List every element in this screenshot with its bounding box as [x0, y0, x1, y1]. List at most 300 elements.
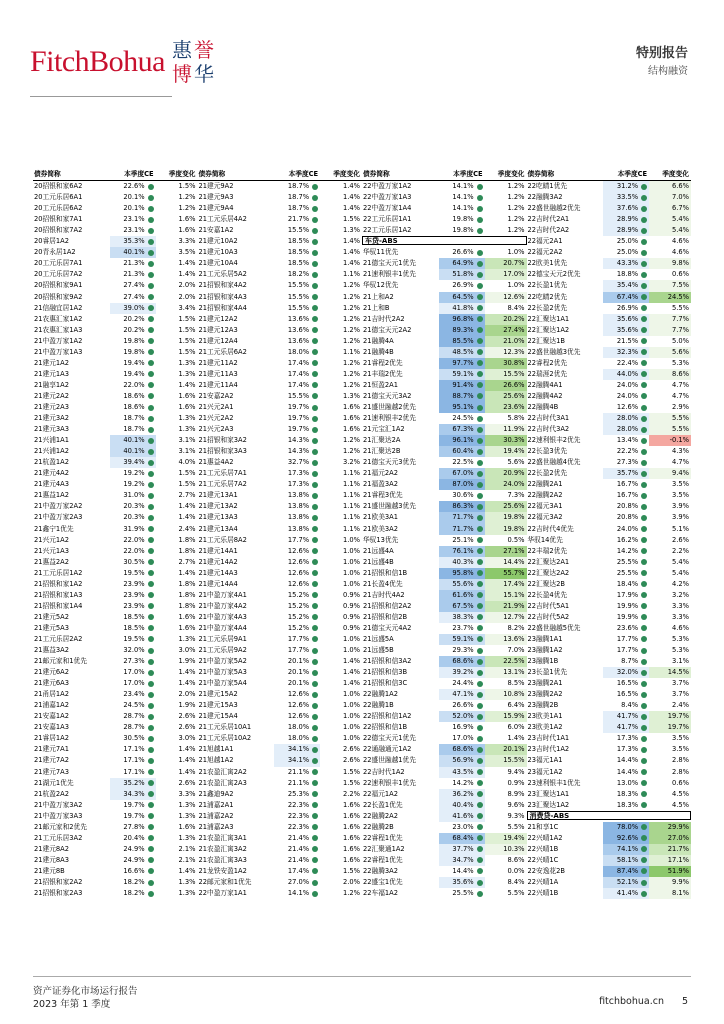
ce-value: 13.0%: [616, 778, 639, 787]
tree-icon: [148, 504, 154, 510]
change-value: 1.1%: [343, 270, 360, 279]
change-cell: [320, 424, 362, 435]
tree-icon: [148, 316, 154, 322]
table-row: [527, 524, 692, 535]
change-cell: [649, 358, 691, 369]
ce-cell: [439, 457, 485, 468]
ce-cell: [603, 457, 649, 468]
header-current-ce: 本季度CE: [453, 170, 483, 178]
change-cell: [156, 236, 198, 247]
ce-cell: [439, 844, 485, 855]
ce-cell: [439, 358, 485, 369]
change-value: 1.5%: [343, 215, 360, 224]
ce-value: 18.7%: [123, 414, 145, 423]
ce-cell: [110, 524, 156, 535]
table-row: [33, 557, 198, 568]
table-row: [527, 325, 692, 336]
change-cell: [485, 579, 527, 590]
ce-value: 19.4%: [123, 369, 145, 378]
table-row: [33, 457, 198, 468]
change-value: 2.8%: [672, 767, 689, 776]
ce-value: 32.7%: [287, 458, 310, 467]
change-value: 20.7%: [503, 259, 525, 268]
ce-cell: [603, 546, 649, 557]
ce-value: 14.1%: [452, 204, 474, 213]
table-row: [527, 744, 692, 755]
tree-icon: [312, 504, 318, 510]
ce-value: 19.5%: [123, 634, 145, 643]
ce-value: 20.3%: [123, 513, 145, 522]
ce-value: 15.5%: [287, 281, 310, 290]
change-value: 20.2%: [503, 314, 525, 323]
tree-icon: [312, 482, 318, 488]
change-cell: [320, 314, 362, 325]
change-value: 5.3%: [672, 358, 689, 367]
change-value: 22.5%: [503, 657, 525, 666]
table-row: [198, 579, 363, 590]
tree-icon: [312, 780, 318, 786]
ce-value: 59.1%: [452, 369, 474, 378]
table-row: [33, 490, 198, 501]
bond-name: 22吉时代5A1: [527, 601, 570, 610]
section-header: [362, 236, 527, 247]
tree-icon: [477, 427, 483, 433]
tree-icon: [312, 581, 318, 587]
bond-name: 21中盈万家5A4: [198, 679, 247, 688]
ce-value: 20.2%: [123, 325, 145, 334]
ce-value: 13.6%: [287, 325, 310, 334]
ce-value: 19.9%: [616, 612, 639, 621]
ce-value: 19.2%: [123, 469, 145, 478]
bond-name: 21建元10A3: [198, 248, 238, 257]
change-value: 2.1%: [178, 855, 196, 864]
ce-cell: [439, 203, 485, 214]
tree-icon: [312, 559, 318, 565]
change-cell: [649, 711, 691, 722]
bond-name: 21龙铁安盈1A2: [198, 866, 247, 875]
bond-name: 21建元1A3: [34, 369, 69, 378]
table-row: [198, 391, 363, 402]
change-cell: [649, 733, 691, 744]
table-row: [33, 590, 198, 601]
table-row: [362, 468, 527, 479]
ce-value: 67.3%: [452, 425, 474, 434]
change-value: 2.7%: [178, 491, 196, 500]
change-cell: [485, 490, 527, 501]
bond-name: 22长盈3优先: [527, 447, 568, 456]
ce-cell: [274, 192, 320, 203]
ce-cell: [274, 203, 320, 214]
change-cell: [156, 800, 198, 811]
table-row: [527, 402, 692, 413]
table-row: [362, 778, 527, 789]
ce-value: 22.0%: [123, 535, 145, 544]
ce-cell: [110, 557, 156, 568]
change-value: 9.6%: [507, 800, 525, 809]
change-cell: [485, 888, 527, 899]
bond-name: 21建元8A3: [34, 855, 69, 864]
header-bond-name: 债券简称: [198, 170, 226, 178]
ce-value: 24.9%: [123, 844, 145, 853]
table-row: [198, 457, 363, 468]
change-cell: [320, 247, 362, 258]
ce-value: 28.0%: [616, 414, 639, 423]
ce-value: 60.4%: [452, 447, 474, 456]
change-value: 1.4%: [178, 745, 196, 754]
ce-value: 20.1%: [287, 668, 310, 677]
tree-icon: [477, 537, 483, 543]
change-value: 2.4%: [672, 701, 689, 710]
table-row: [33, 479, 198, 490]
bond-name: 21中盈万家1A3: [34, 347, 83, 356]
tree-icon: [477, 338, 483, 344]
ce-value: 68.4%: [452, 833, 474, 842]
tree-icon: [312, 802, 318, 808]
change-value: 1.5%: [343, 866, 360, 875]
ce-cell: [110, 744, 156, 755]
ce-cell: [439, 800, 485, 811]
bond-name: 21上和B: [363, 303, 390, 312]
ce-value: 19.8%: [123, 347, 145, 356]
table-row: [198, 435, 363, 446]
bond-name: 23融腾1A2: [527, 646, 563, 655]
bond-name: 21建元2A2: [34, 391, 69, 400]
table-row: [527, 877, 692, 888]
change-value: 0.9%: [343, 623, 360, 632]
change-value: 8.4%: [507, 878, 525, 886]
ce-value: 87.0%: [452, 480, 474, 489]
ce-cell: [439, 280, 485, 291]
change-cell: [649, 634, 691, 645]
table-row: [198, 380, 363, 391]
change-value: 1.0%: [343, 557, 360, 566]
tree-icon: [641, 482, 647, 488]
table-row: [527, 546, 692, 557]
ce-value: 23.9%: [123, 601, 145, 610]
tree-icon: [641, 846, 647, 852]
ce-cell: [274, 689, 320, 700]
ce-value: 40.4%: [452, 800, 474, 809]
bond-name: 21招银和信2B: [363, 612, 408, 621]
table-row: [527, 778, 692, 789]
change-value: 0.9%: [507, 778, 525, 787]
change-value: 1.5%: [178, 347, 196, 356]
ce-value: 28.9%: [616, 226, 639, 235]
ce-cell: [603, 314, 649, 325]
change-cell: [320, 822, 362, 833]
table-row: [527, 822, 692, 833]
bond-name: 21兴元1A3: [34, 546, 69, 555]
table-row: [33, 700, 198, 711]
table-row: [527, 866, 692, 877]
change-value: 1.1%: [343, 491, 360, 500]
ce-value: 23.6%: [616, 623, 639, 632]
change-value: 1.3%: [178, 414, 196, 423]
tree-icon: [477, 769, 483, 775]
bond-name: 21建元15A4: [198, 712, 238, 721]
tree-icon: [477, 835, 483, 841]
ce-cell: [439, 855, 485, 866]
change-cell: [320, 711, 362, 722]
ce-value: 17.7%: [616, 634, 639, 643]
tree-icon: [477, 305, 483, 311]
tree-icon: [477, 438, 483, 444]
bond-name: 21德宝天元3优先: [363, 458, 416, 467]
table-row: [527, 568, 692, 579]
bond-name: 21建元6A2: [34, 668, 69, 677]
change-cell: [156, 435, 198, 446]
ce-value: 19.8%: [452, 215, 474, 224]
change-cell: [156, 601, 198, 612]
table-row: [527, 667, 692, 678]
change-value: 1.6%: [178, 402, 196, 411]
ce-value: 38.3%: [452, 612, 474, 621]
change-cell: [156, 557, 198, 568]
ce-cell: [439, 656, 485, 667]
ce-value: 18.6%: [123, 391, 145, 400]
bond-name: 22兴晴1B: [527, 889, 559, 898]
change-value: 17.4%: [503, 579, 525, 588]
table-row: [33, 568, 198, 579]
change-cell: [649, 689, 691, 700]
change-value: 8.9%: [507, 789, 525, 798]
table-row: [362, 811, 527, 822]
change-value: 1.2%: [343, 447, 360, 456]
tree-icon: [641, 802, 647, 808]
change-cell: [156, 181, 198, 192]
table-row: [198, 358, 363, 369]
ce-cell: [274, 811, 320, 822]
bond-name: 21旭越1A1: [198, 745, 234, 754]
ce-cell: [439, 391, 485, 402]
change-cell: [649, 479, 691, 490]
ce-value: 13.6%: [287, 314, 310, 323]
ce-cell: [603, 214, 649, 225]
change-cell: [649, 369, 691, 380]
change-cell: [485, 678, 527, 689]
bond-name: 22融腾3A2: [363, 866, 398, 875]
tree-icon: [477, 813, 483, 819]
change-value: 1.2%: [343, 281, 360, 290]
change-value: 9.4%: [507, 767, 525, 776]
change-cell: [320, 656, 362, 667]
ce-cell: [439, 225, 485, 236]
ce-cell: [274, 612, 320, 623]
bond-name: 21安嘉1A2: [198, 226, 234, 235]
table-row: [198, 501, 363, 512]
table-row: [362, 457, 527, 468]
change-cell: [320, 722, 362, 733]
change-value: 1.0%: [507, 248, 525, 257]
change-value: 1.2%: [343, 292, 360, 301]
ce-value: 22.3%: [287, 811, 310, 820]
tree-icon: [312, 493, 318, 499]
change-cell: [485, 634, 527, 645]
table-row: [362, 479, 527, 490]
change-cell: [320, 579, 362, 590]
change-cell: [649, 225, 691, 236]
tree-icon: [148, 769, 154, 775]
ce-value: 30.6%: [452, 491, 474, 500]
change-value: 1.6%: [343, 844, 360, 853]
ce-cell: [110, 888, 156, 899]
ce-value: 24.5%: [123, 701, 145, 710]
change-value: 1.6%: [178, 623, 196, 632]
ce-cell: [439, 689, 485, 700]
tree-icon: [312, 791, 318, 797]
change-value: 1.4%: [178, 767, 196, 776]
table-row: [362, 446, 527, 457]
ce-value: 34.1%: [287, 756, 310, 765]
change-value: 0.5%: [507, 535, 525, 544]
tree-icon: [312, 416, 318, 422]
ce-value: 17.3%: [616, 734, 639, 743]
tree-icon: [312, 857, 318, 863]
bond-name: 21招银和信2A2: [363, 601, 412, 610]
ce-cell: [439, 700, 485, 711]
tree-icon: [148, 349, 154, 355]
bond-name: 22睿程1优先: [363, 855, 403, 864]
change-value: 1.2%: [343, 325, 360, 334]
change-value: 1.0%: [343, 546, 360, 555]
tree-icon: [148, 228, 154, 234]
tree-icon: [148, 250, 154, 256]
bond-name: 22盛世融越4优先: [527, 458, 581, 467]
table-row: [33, 535, 198, 546]
change-value: 26.6%: [503, 380, 525, 389]
table-row: [198, 369, 363, 380]
bond-name: 21速利银丰1优先: [363, 270, 416, 279]
tree-icon: [477, 614, 483, 620]
change-value: 1.4%: [178, 259, 196, 268]
ce-cell: [603, 778, 649, 789]
change-value: 7.7%: [672, 314, 689, 323]
tree-icon: [148, 636, 154, 642]
bond-name: 21德宝天元4A2: [363, 623, 412, 632]
table-row: [527, 579, 692, 590]
tree-icon: [477, 592, 483, 598]
bond-name: 21兴元1A2: [34, 535, 69, 544]
change-cell: [320, 667, 362, 678]
tree-icon: [641, 327, 647, 333]
ce-cell: [274, 292, 320, 303]
change-cell: [485, 446, 527, 457]
tree-icon: [148, 824, 154, 830]
change-cell: [485, 225, 527, 236]
ce-value: 18.4%: [616, 579, 639, 588]
footer-website[interactable]: fitchbohua.cn: [599, 996, 664, 1007]
ce-value: 91.4%: [452, 380, 474, 389]
tree-icon: [148, 449, 154, 455]
bond-name: 22中盈万家1A4: [363, 204, 412, 213]
ce-cell: [274, 700, 320, 711]
change-cell: [485, 601, 527, 612]
tree-icon: [312, 703, 318, 709]
change-cell: [156, 711, 198, 722]
ce-cell: [603, 225, 649, 236]
bond-name: 20招银和家9A2: [34, 292, 83, 301]
table-row: [198, 468, 363, 479]
change-value: 14.5%: [667, 668, 689, 677]
change-cell: [485, 336, 527, 347]
ce-value: 32.0%: [616, 668, 639, 677]
ce-cell: [603, 722, 649, 733]
change-value: 1.0%: [343, 568, 360, 577]
change-value: 3.0%: [178, 646, 196, 655]
ce-value: 15.5%: [287, 303, 310, 312]
bond-name: 22吃睛2优先: [527, 292, 568, 301]
table-row: [527, 501, 692, 512]
tree-icon: [641, 504, 647, 510]
ce-value: 16.7%: [616, 491, 639, 500]
ce-cell: [603, 645, 649, 656]
ce-value: 22.3%: [287, 822, 310, 831]
change-value: 3.3%: [672, 612, 689, 621]
ce-value: 34.3%: [123, 789, 145, 798]
ce-cell: [110, 789, 156, 800]
ce-cell: [110, 822, 156, 833]
table-row: [198, 214, 363, 225]
bond-name: 21中盈万家5A2: [198, 657, 247, 666]
tree-icon: [148, 382, 154, 388]
bond-name: 22中盈万家1A1: [198, 889, 247, 898]
change-cell: [320, 446, 362, 457]
change-cell: [320, 435, 362, 446]
tree-icon: [477, 195, 483, 201]
tree-icon: [312, 261, 318, 267]
change-value: 1.5%: [343, 767, 360, 776]
change-value: 15.1%: [503, 590, 525, 599]
report-title: 特别报告: [635, 46, 688, 61]
ce-value: 96.8%: [452, 314, 474, 323]
table-row: [527, 844, 692, 855]
table-row: [198, 601, 363, 612]
ce-value: 68.6%: [452, 657, 474, 666]
table-row: [33, 800, 198, 811]
ce-value: 17.9%: [616, 590, 639, 599]
tree-icon: [312, 725, 318, 731]
bond-name: 22融腾2A1: [527, 480, 563, 489]
change-cell: [485, 744, 527, 755]
change-cell: [320, 347, 362, 358]
change-cell: [485, 214, 527, 225]
change-value: 2.6%: [178, 712, 196, 721]
change-value: 1.4%: [343, 182, 360, 191]
ce-cell: [603, 800, 649, 811]
change-cell: [156, 634, 198, 645]
tree-icon: [312, 570, 318, 576]
bond-name: 22通融通元1A2: [363, 745, 412, 754]
bond-name: 21工元乐居9A2: [198, 646, 247, 655]
ce-value: 34.7%: [452, 855, 474, 864]
change-cell: [485, 844, 527, 855]
ce-value: 43.3%: [616, 259, 639, 268]
ce-cell: [603, 181, 649, 192]
change-value: 3.4%: [178, 303, 196, 312]
ce-value: 17.4%: [287, 866, 310, 875]
bond-name: 21工元乐居9A1: [198, 634, 247, 643]
ce-value: 19.7%: [123, 800, 145, 809]
table-row: [198, 325, 363, 336]
ce-value: 21.5%: [616, 336, 639, 345]
ce-value: 20.8%: [616, 513, 639, 522]
ce-cell: [274, 866, 320, 877]
bond-name: 21惠益2A2: [34, 557, 69, 566]
ce-cell: [439, 292, 485, 303]
tree-icon: [641, 636, 647, 642]
tree-icon: [477, 460, 483, 466]
change-cell: [649, 347, 691, 358]
